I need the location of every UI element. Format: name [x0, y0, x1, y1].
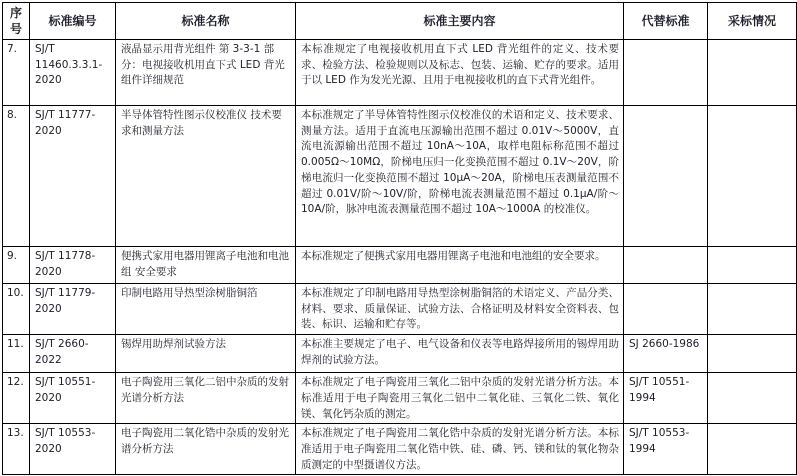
cell-code: SJ/T 11779-2020 — [30, 284, 116, 335]
cell-content: 本标准规定了便携式家用电器用锂离子电池和电池组的安全要求。 — [296, 247, 624, 284]
cell-seq: 11. — [3, 335, 30, 373]
cell-seq: 10. — [3, 284, 30, 335]
cell-replaces — [624, 284, 708, 335]
cell-name: 电子陶瓷用二氧化锆中杂质的发射光谱分析方法 — [116, 424, 296, 475]
cell-name: 电子陶瓷用三氧化二铝中杂质的发射光谱分析方法 — [116, 373, 296, 424]
column-header-seq: 序号 — [3, 3, 30, 40]
cell-adoption — [708, 373, 797, 424]
table-row — [3, 40, 797, 106]
cell-content: 本标准主要规定了电子、电气设备和仪表等电路焊接所用的锡焊用助焊剂的试验方法。 — [296, 335, 624, 373]
cell-name: 印制电路用导热型涂树脂铜箔 — [116, 284, 296, 335]
table-row — [3, 247, 797, 284]
cell-content: 本标准规定了电视接收机用直下式 LED 背光组件的定义、技术要求、检验方法、检验规则以及标志、包装、运输、贮存的要求。适用于以 LED 作为发光光源、且用于电视接收机的直下式背光组件。 — [296, 40, 624, 106]
cell-content: 本标准规定了印制电路用导热型涂树脂铜箔的术语定义、产品分类、材料、要求、质量保证、试验方法、合格证明及材料安全资料表、包装、标识、运输和贮存等。 — [296, 284, 624, 335]
table-row — [3, 335, 797, 373]
cell-name: 半导体管特性图示仪校准仪 技术要求和测量方法 — [116, 106, 296, 247]
cell-content: 本标准规定了电子陶瓷用三氧化二铝中杂质的发射光谱分析方法。本标准适用于电子陶瓷用三氧化二铝中二氧化硅、三氧化二铁、氧化镁、氧化钙杂质的测定。 — [296, 373, 624, 424]
cell-code: SJ/T 11777-2020 — [30, 106, 116, 247]
cell-replaces — [624, 247, 708, 284]
column-header-code: 标准编号 — [30, 3, 116, 40]
column-header-name: 标准名称 — [116, 3, 296, 40]
cell-replaces — [624, 106, 708, 247]
cell-code: SJ/T 10553-2020 — [30, 424, 116, 475]
cell-adoption — [708, 106, 797, 247]
table-row — [3, 424, 797, 475]
cell-adoption — [708, 40, 797, 106]
column-header-replaces: 代替标准 — [624, 3, 708, 40]
cell-seq: 7. — [3, 40, 30, 106]
cell-name: 便携式家用电器用锂离子电池和电池组 安全要求 — [116, 247, 296, 284]
column-header-adoption: 采标情况 — [708, 3, 797, 40]
column-header-content: 标准主要内容 — [296, 3, 624, 40]
table-header-row — [3, 3, 797, 40]
cell-code: SJ/T 11778-2020 — [30, 247, 116, 284]
cell-adoption — [708, 247, 797, 284]
cell-replaces: SJ/T 10551-1994 — [624, 373, 708, 424]
cell-seq: 12. — [3, 373, 30, 424]
cell-seq: 9. — [3, 247, 30, 284]
cell-seq: 8. — [3, 106, 30, 247]
cell-adoption — [708, 284, 797, 335]
standards-table — [2, 2, 797, 475]
cell-adoption — [708, 424, 797, 475]
cell-replaces — [624, 40, 708, 106]
cell-replaces: SJ/T 10553-1994 — [624, 424, 708, 475]
cell-code: SJ/T 10551-2020 — [30, 373, 116, 424]
table-body — [3, 40, 797, 475]
cell-code: SJ/T 2660-2022 — [30, 335, 116, 373]
cell-name: 锡焊用助焊剂试验方法 — [116, 335, 296, 373]
cell-adoption — [708, 335, 797, 373]
table-row — [3, 373, 797, 424]
table-row — [3, 106, 797, 247]
cell-seq: 13. — [3, 424, 30, 475]
cell-content: 本标准规定了半导体管特性图示仪校准仪的术语和定义、技术要求、测量方法。适用于直流电压源输出范围不超过 0.01V～5000V，直流电流源输出范围不超过 10nA～10A，取样电阻标称范围不超过 0.005Ω～10MΩ，阶梯电压归一化变换范围不超过 0.1V～20V，阶梯电流归一化变换范围不超过 10μA～20A，阶梯电压表测量范围不超过 0.01V/阶～10V/阶，阶梯电流表测量范围不超过 0.1μA/阶～10A/阶，脉冲电流表测量范围不超过 10A～1000A 的校准仪。 — [296, 106, 624, 247]
cell-replaces: SJ 2660-1986 — [624, 335, 708, 373]
cell-code: SJ/T 11460.3.3.1-2020 — [30, 40, 116, 106]
cell-content: 本标准规定了电子陶瓷用二氧化锆中杂质的发射光谱分析方法。本标准适用于电子陶瓷用二氧化锆中铁、硅、磷、钙、镁和钛的氧化物杂质测定的中型摄谱仪方法。 — [296, 424, 624, 475]
cell-name: 液晶显示用背光组件 第 3-3-1 部分：电视接收机用直下式 LED 背光组件详细规范 — [116, 40, 296, 106]
table-row — [3, 284, 797, 335]
